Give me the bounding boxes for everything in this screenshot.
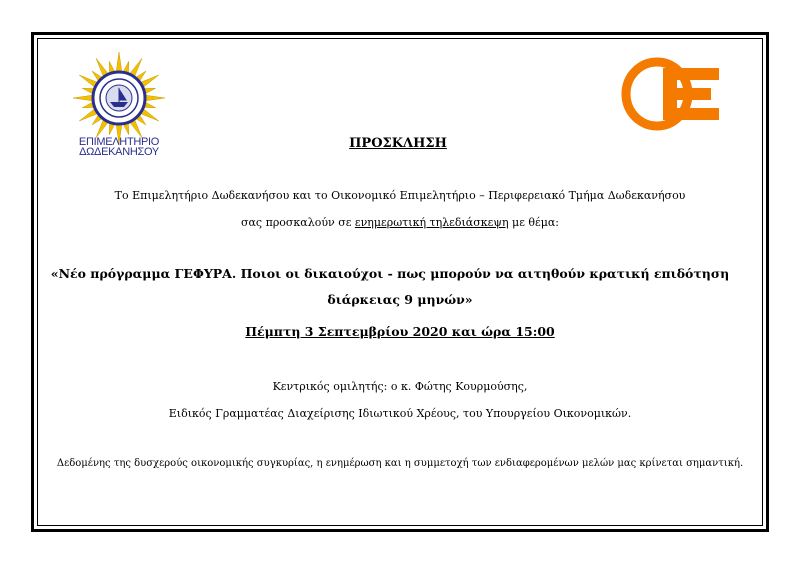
teleconference-text: ενημερωτική τηλεδιάσκεψη: [354, 216, 509, 229]
topic-line-2: διάρκειας 9 μηνών»: [327, 292, 473, 307]
intro-line-2: [0, 216, 800, 229]
speaker-line-1: Κεντρικός ομιλητής: ο κ. Φώτης Κουρμούσης,: [272, 380, 528, 393]
intro-line-2-suffix: με θέμα:: [508, 216, 559, 229]
speaker-line-2: Ειδικός Γραμματέας Διαχείρισης Ιδιωτικού Χρέους, του Υπουργείου Οικονομικών.: [168, 407, 632, 420]
intro-line-2-prefix: σας προσκαλούν σε: [241, 216, 355, 229]
oee-logo: [619, 56, 725, 132]
closing-note: Δεδομένης της δυσχερούς οικονομικής συγκυρίας, η ενημέρωση και η συμμετοχή των ενδιαφερομένων μελών μας κρίνεται σημαντική.: [56, 458, 744, 469]
event-date: Πέμπτη 3 Σεπτεμβρίου 2020 και ώρα 15:00: [245, 324, 555, 339]
logo-text-line2: ΔΩΔΕΚΑΝΗΣΟΥ: [79, 146, 159, 158]
logo-text-line1: ΕΠΙΜΕΛΗΤΗΡΙΟ: [78, 136, 160, 148]
intro-line-1: Το Επιμελητήριο Δωδεκανήσου και το Οικονομικό Επιμελητήριο – Περιφερειακό Τμήμα Δωδεκανήσου: [114, 189, 686, 202]
document-title: ΠΡΟΣΚΛΗΣΗ: [349, 136, 447, 151]
topic-line-1: «Νέο πρόγραμμα ΓΕΦΥΡΑ. Ποιοι οι δικαιούχοι - πως μπορούν να αιτηθούν κρατική επιδότηση: [50, 266, 730, 281]
